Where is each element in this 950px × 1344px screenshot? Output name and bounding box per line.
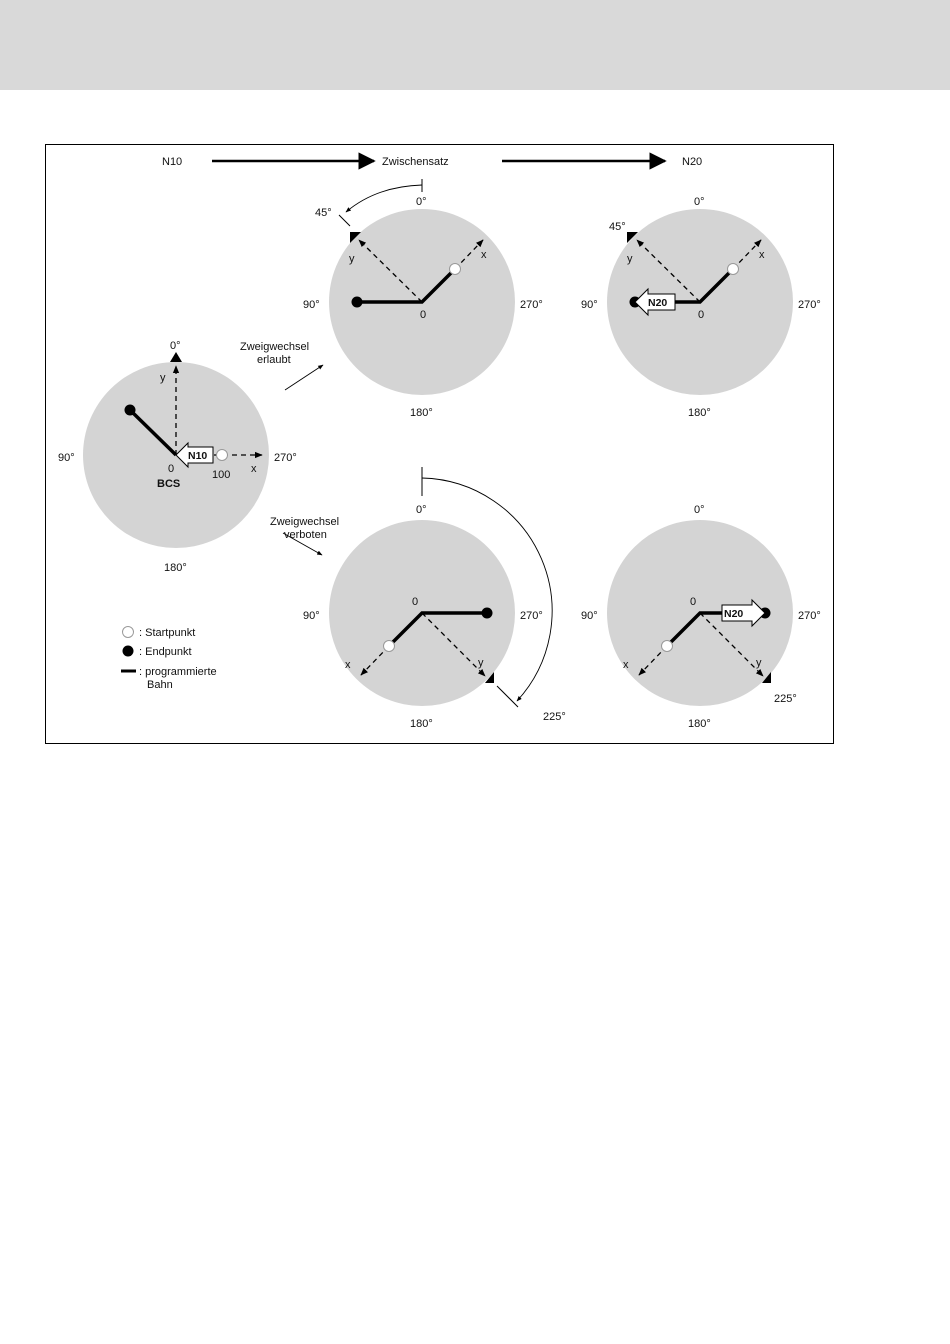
x-axis-label: x xyxy=(251,463,257,475)
circle-bottom-mid xyxy=(303,467,566,730)
allowed-line2: erlaubt xyxy=(257,354,291,366)
x-axis-label: x xyxy=(623,659,629,671)
angle-180-label: 180° xyxy=(410,407,433,419)
start-point-icon xyxy=(384,641,395,652)
angle-0-label: 0° xyxy=(416,196,427,208)
start-point-icon xyxy=(662,641,673,652)
angle-270-label: 270° xyxy=(520,299,543,311)
origin-label: 0 xyxy=(168,463,175,475)
end-point-icon xyxy=(482,608,493,619)
angle-225-label: 225° xyxy=(774,693,797,705)
angle-90-label: 90° xyxy=(303,299,320,311)
zero-marker-icon xyxy=(170,352,182,362)
circle-bottom-right xyxy=(581,504,821,730)
value-100-label: 100 xyxy=(212,469,231,481)
angle-0-label: 0° xyxy=(170,340,181,352)
angle-180-label: 180° xyxy=(688,407,711,419)
angle-0-label: 0° xyxy=(416,504,427,516)
angle-270-label: 270° xyxy=(274,452,297,464)
branch-allowed xyxy=(240,341,323,390)
flow-n20-label: N20 xyxy=(682,156,703,168)
legend xyxy=(121,627,217,692)
angle-180-label: 180° xyxy=(410,718,433,730)
origin-label: 0 xyxy=(420,309,427,321)
forbidden-line1: Zweigwechsel xyxy=(270,516,340,528)
angle-90-label: 90° xyxy=(581,299,598,311)
allowed-line1: Zweigwechsel xyxy=(240,341,310,353)
angle-0-label: 0° xyxy=(694,196,705,208)
end-point-icon xyxy=(352,297,363,308)
end-point-icon xyxy=(125,405,136,416)
y-axis-label: y xyxy=(349,253,355,265)
flow-n10-label: N10 xyxy=(162,156,183,168)
angle-270-label: 270° xyxy=(798,299,821,311)
origin-label: 0 xyxy=(698,309,705,321)
legend-path-line1: : programmierte xyxy=(139,666,217,678)
branch-forbidden xyxy=(270,516,339,555)
angle-45-tick xyxy=(339,215,350,226)
allowed-arrow xyxy=(285,365,323,390)
angle-180-label: 180° xyxy=(688,718,711,730)
start-point-icon xyxy=(728,264,739,275)
angle-270-label: 270° xyxy=(798,610,821,622)
rotation-arc xyxy=(346,185,422,212)
y-axis-label: y xyxy=(756,657,762,669)
block-n20-label: N20 xyxy=(648,297,668,309)
y-axis-label: y xyxy=(478,657,484,669)
block-n10-label: N10 xyxy=(188,450,208,462)
angle-45-label: 45° xyxy=(609,221,626,233)
angle-225-tick xyxy=(497,686,518,707)
flow-intermediate-label: Zwischensatz xyxy=(382,156,449,168)
x-axis-label: x xyxy=(481,249,487,261)
start-point-icon xyxy=(217,450,228,461)
legend-end-icon xyxy=(123,646,134,657)
start-point-icon xyxy=(450,264,461,275)
bcs-label: BCS xyxy=(157,478,181,490)
angle-45-label: 45° xyxy=(315,207,332,219)
origin-label: 0 xyxy=(412,596,419,608)
y-axis-label: y xyxy=(160,372,166,384)
angle-180-label: 180° xyxy=(164,562,187,574)
circle-top-mid xyxy=(303,179,543,419)
x-axis-label: x xyxy=(345,659,351,671)
legend-start-icon xyxy=(123,627,134,638)
circle-top-right xyxy=(581,196,821,419)
angle-90-label: 90° xyxy=(58,452,75,464)
angle-225-label: 225° xyxy=(543,711,566,723)
flow-header xyxy=(162,156,702,168)
origin-label: 0 xyxy=(690,596,697,608)
legend-path-line2: Bahn xyxy=(147,679,173,691)
angle-0-label: 0° xyxy=(694,504,705,516)
angle-270-label: 270° xyxy=(520,610,543,622)
forbidden-line2: verboten xyxy=(284,529,327,541)
legend-start-label: : Startpunkt xyxy=(139,627,196,639)
y-axis-label: y xyxy=(627,253,633,265)
angle-90-label: 90° xyxy=(581,610,598,622)
angle-90-label: 90° xyxy=(303,610,320,622)
legend-end-label: : Endpunkt xyxy=(139,646,192,658)
block-n20-label: N20 xyxy=(724,608,744,620)
x-axis-label: x xyxy=(759,249,765,261)
circle-bcs xyxy=(58,340,297,574)
